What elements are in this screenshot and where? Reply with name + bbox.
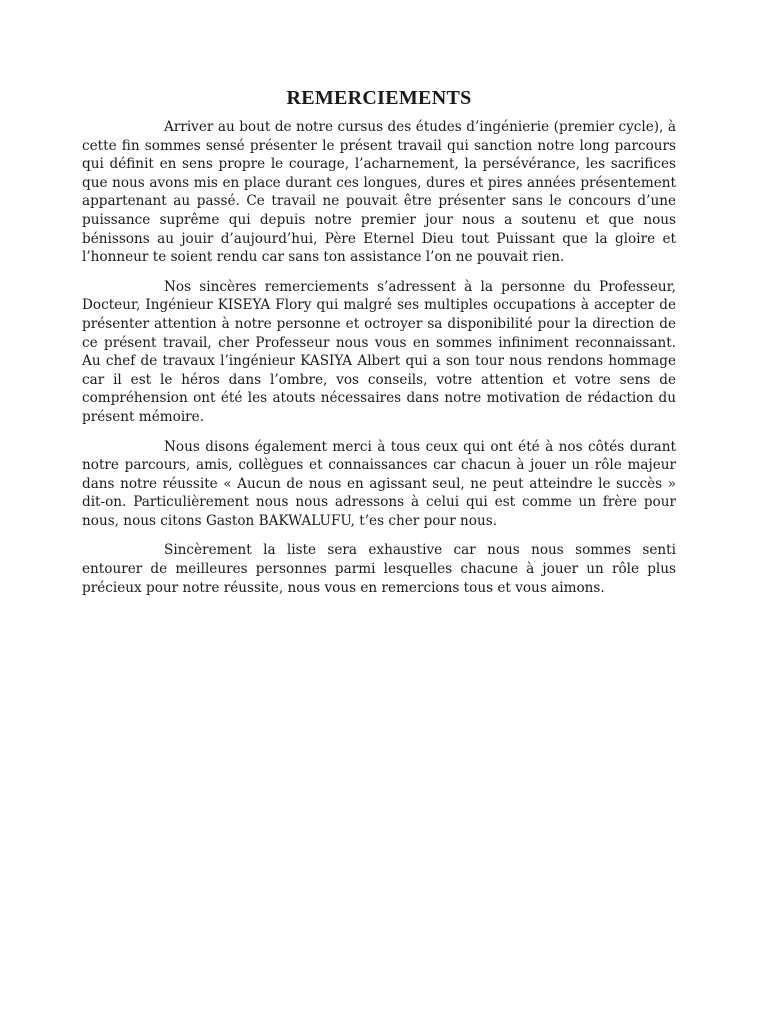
paragraph-2: Nos sincères remerciements s’adressent à la personne du Professeur, Docteur, Ingénieur KISEYA Flory qui malgré ses multiples occupations à accepter de présenter attention à notre personne et octroyer sa disponibilité pour la direction de ce présent travail, cher Professeur nous vous en sommes infiniment reconnaissant. Au chef de travaux l’ingénieur KASIYA Albert qui a son tour nous rendons hommage car il est le héros dans l’ombre, vos conseils, votre attention et votre sens de compréhension ont été les atouts nécessaires dans notre motivation de rédaction du présent mémoire.: [82, 278, 676, 425]
paragraph-3: Nous disons également merci à tous ceux qui ont été à nos côtés durant notre parcours, amis, collègues et connaissances car chacun à jouer un rôle majeur dans notre réussite « Aucun de nous en agissant seul, ne peut atteindre le succès » dit-on. Particulièrement nous nous adressons à celui qui est comme un frère pour nous, nous citons Gaston BAKWALUFU, t’es cher pour nous.: [82, 438, 676, 529]
document-body: [82, 86, 676, 608]
paragraph-1: Arriver au bout de notre cursus des études d’ingénierie (premier cycle), à cette fin sommes sensé présenter le présent travail qui sanction notre long parcours qui définit en sens propre le courage, l’acharnement, la persévérance, les sacrifices que nous avons mis en place durant ces longues, dures et pires années présentement appartenant au passé. Ce travail ne pouvait être présenter sans le concours d’une puissance suprême qui depuis notre premier jour nous a soutenu et que nous bénissons au jouir d’aujourd’hui, Père Eternel Dieu tout Puissant que la gloire et l’honneur te soient rendu car sans ton assistance l’on ne pouvait rien.: [82, 119, 676, 266]
page-title: REMERCIEMENTS: [286, 87, 472, 109]
paragraph-4: Sincèrement la liste sera exhaustive car nous nous sommes senti entourer de meilleures personnes parmi lesquelles chacune à jouer un rôle plus précieux pour notre réussite, nous vous en remercions tous et vous aimons.: [82, 542, 676, 596]
